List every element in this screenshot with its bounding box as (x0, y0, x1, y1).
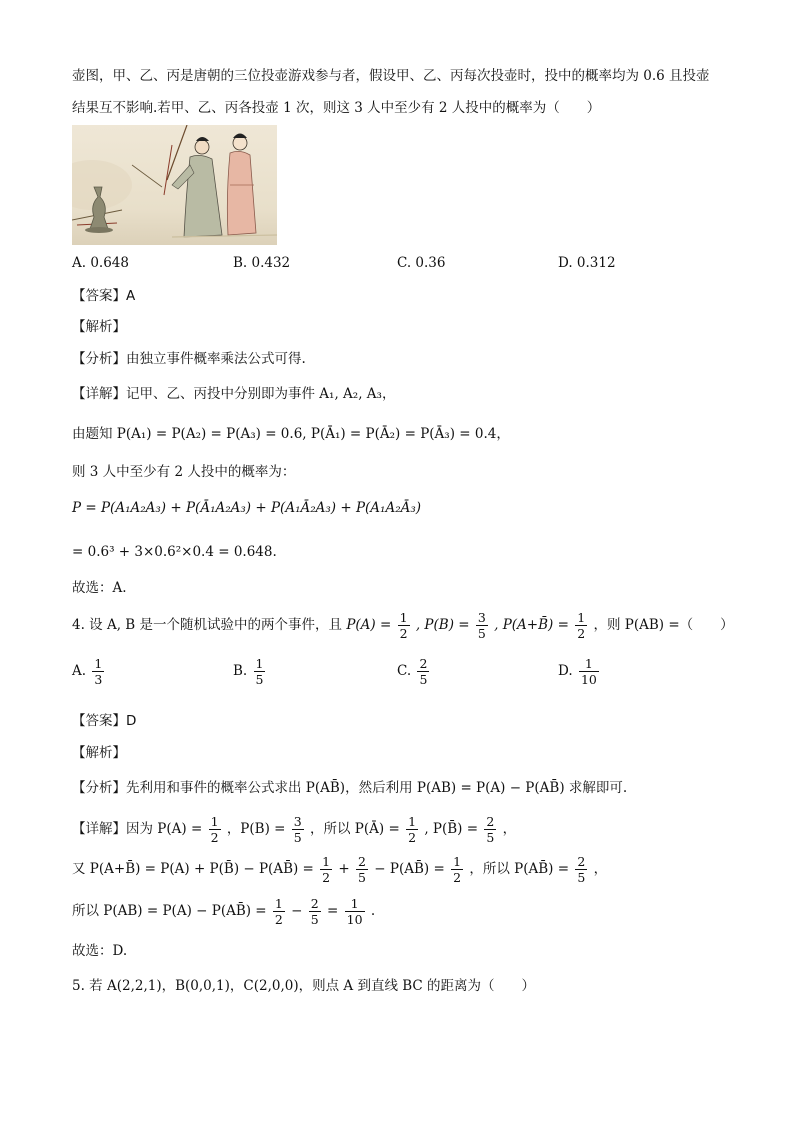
q4-analysis-heading: 【解析】 (72, 745, 126, 761)
q4-frac-pabbar: $\frac{1}{2}$ (577, 610, 586, 641)
q4-option-c: C. $\frac{2}{5}$ (397, 656, 428, 687)
q3-detail-5: = 0.6³ + 3×0.6²×0.4 = 0.648. (72, 544, 277, 560)
q4-option-b: B. $\frac{1}{5}$ (233, 656, 264, 687)
q3-fenxi: 【分析】由独立事件概率乘法公式可得. (72, 351, 306, 367)
q4-stem-pa: P(A) = (346, 617, 392, 633)
q4-frac-pb: $\frac{3}{5}$ (477, 610, 486, 641)
q4-stem-pabbar: , P(A+B̄) = (494, 617, 569, 633)
q3-stem-line1: 壶图，甲、乙、丙是唐朝的三位投壶游戏参与者，假设甲、乙、丙每次投壶时，投中的概率均为 0.6 且投壶 (72, 68, 710, 84)
q3-detail-3: 则 3 人中至少有 2 人投中的概率为： (72, 464, 296, 480)
q5-stem: 5. 若 A(2,2,1)，B(0,0,1)，C(2,0,0)，则点 A 到直线 BC 的距离为（ ） (72, 978, 536, 994)
q4-detail-1: 【详解】因为 P(A) = $\frac{1}{2}$ ，P(B) = $\frac{3}{5}$ ，所以 P(Ā) = $\frac{1}{2}$ , P(B̄) = $\frac{2}{5}$ ， (72, 814, 517, 845)
q4-choose: 故选：D. (72, 943, 128, 959)
q3-choose: 故选：A. (72, 580, 127, 596)
q4-stem-prefix: 4. 设 A, B 是一个随机试验中的两个事件，且 (72, 617, 343, 633)
q3-option-a: A. 0.648 (72, 255, 129, 271)
q4-detail-2: 又 P(A+B̄) = P(A) + P(B̄) − P(AB̄) = $\frac{1}{2}$ + $\frac{2}{5}$ − P(AB̄) = $\frac{1}{2}$ ，所以 P(AB̄) = $\frac{2}{5}$ ， (72, 854, 608, 885)
q4-stem-pb: , P(B) = (415, 617, 470, 633)
q3-analysis-heading: 【解析】 (72, 319, 126, 335)
q4-answer: 【答案】D (72, 713, 137, 729)
q3-detail-2: 由题知 P(A₁) = P(A₂) = P(A₃) = 0.6, P(Ā₁) = P(Ā₂) = P(Ā₃) = 0.4， (72, 426, 510, 442)
q3-detail-4: P = P(A₁A₂A₃) + P(Ā₁A₂A₃) + P(A₁Ā₂A₃) + P(A₁A₂Ā₃) (72, 500, 422, 516)
q3-detail-1: 【详解】记甲、乙、丙投中分别即为事件 A₁, A₂, A₃， (72, 386, 396, 402)
q4-detail-3: 所以 P(AB) = P(A) − P(AB̄) = $\frac{1}{2}$ − $\frac{2}{5}$ = $\frac{1}{10}$ . (72, 896, 376, 927)
q4-frac-pa: $\frac{1}{2}$ (399, 610, 408, 641)
q4-option-d: D. $\frac{1}{10}$ (558, 656, 597, 687)
q4-stem-question: ，则 P(AB) =（ ） (593, 617, 734, 633)
q4-option-a: A. $\frac{1}{3}$ (72, 656, 103, 687)
q3-option-b: B. 0.432 (233, 255, 291, 271)
q3-option-d: D. 0.312 (558, 255, 616, 271)
q4-stem (72, 608, 734, 642)
q4-fenxi: 【分析】先利用和事件的概率公式求出 P(AB̄)，然后利用 P(AB) = P(A) − P(AB̄) 求解即可. (72, 780, 628, 796)
q3-stem-line2: 结果互不影响.若甲、乙、丙各投壶 1 次，则这 3 人中至少有 2 人投中的概率为（ ） (72, 100, 601, 116)
q3-answer: 【答案】A (72, 288, 136, 304)
q3-option-c: C. 0.36 (397, 255, 446, 271)
q3-touhu-illustration (72, 125, 277, 245)
